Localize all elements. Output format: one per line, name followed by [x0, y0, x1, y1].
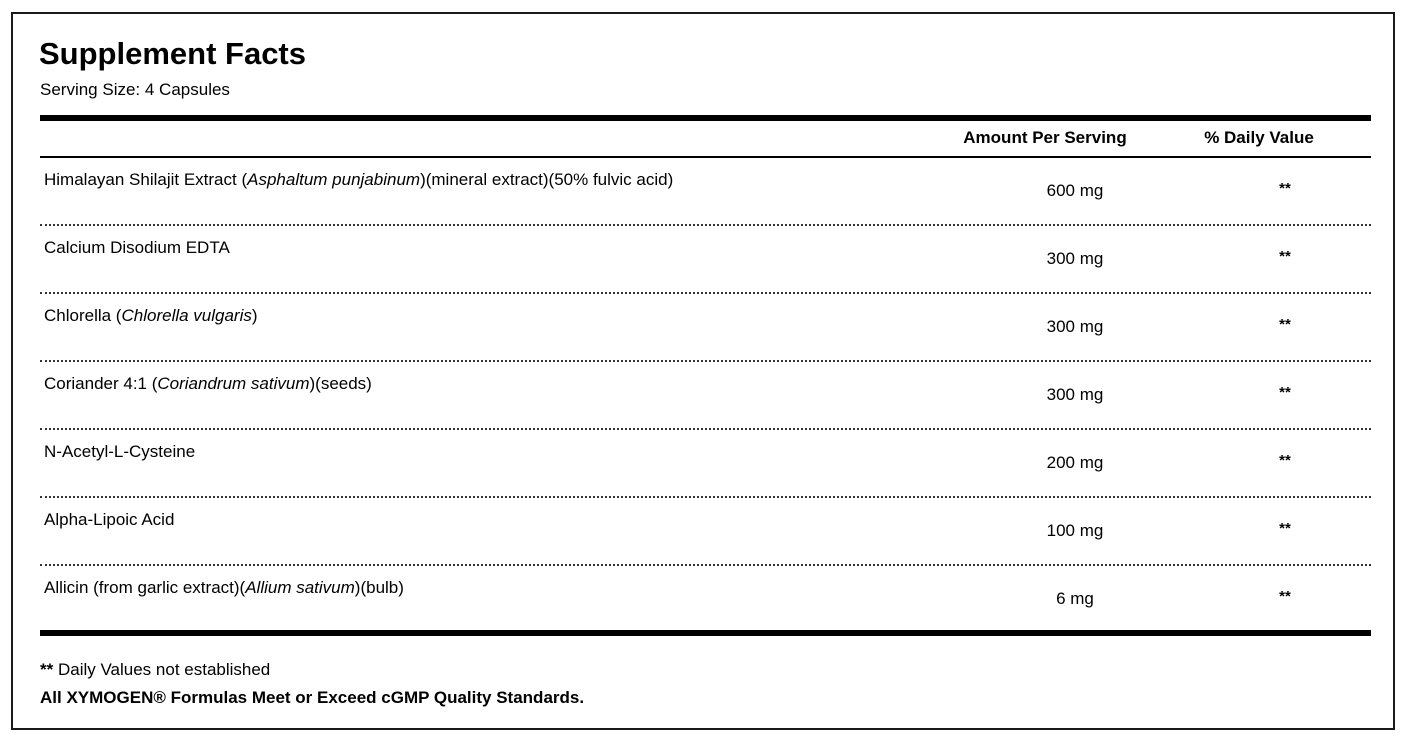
ingredient-daily-value: ** [1279, 248, 1291, 265]
ingredient-name: Himalayan Shilajit Extract (Asphaltum punjabinum)(mineral extract)(50% fulvic acid) [44, 170, 674, 189]
quality-statement: All XYMOGEN® Formulas Meet or Exceed cGMP Quality Standards. [40, 688, 585, 707]
ingredient-daily-value: ** [1279, 452, 1291, 469]
table-row [40, 498, 1371, 566]
table-row [40, 430, 1371, 498]
supplement-facts-panel [11, 12, 1395, 730]
ingredient-name: N-Acetyl-L-Cysteine [44, 442, 196, 461]
ingredient-daily-value: ** [1279, 316, 1291, 333]
table-row [40, 158, 1371, 226]
ingredient-table [40, 158, 1371, 632]
ingredient-name: Coriander 4:1 (Coriandrum sativum)(seeds) [44, 374, 372, 393]
ingredient-daily-value: ** [1279, 384, 1291, 401]
ingredient-name: Chlorella (Chlorella vulgaris) [44, 306, 258, 325]
ingredient-amount: 200 mg [1046, 453, 1104, 472]
table-row [40, 294, 1371, 362]
amount-per-serving-header: Amount Per Serving [963, 128, 1127, 147]
ingredient-name: Alpha-Lipoic Acid [44, 510, 175, 529]
ingredient-amount: 300 mg [1046, 385, 1104, 404]
ingredient-amount: 100 mg [1046, 521, 1104, 540]
label-title: Supplement Facts [39, 36, 306, 71]
ingredient-daily-value: ** [1279, 588, 1291, 605]
daily-value-header: % Daily Value [1204, 128, 1314, 147]
table-row [40, 566, 1371, 632]
ingredient-name: Calcium Disodium EDTA [44, 238, 230, 257]
table-row [40, 362, 1371, 430]
daily-value-footnote: ** Daily Values not established [40, 660, 271, 679]
serving-size: Serving Size: 4 Capsules [40, 80, 230, 99]
ingredient-daily-value: ** [1279, 520, 1291, 537]
ingredient-amount: 600 mg [1046, 181, 1104, 200]
ingredient-amount: 300 mg [1046, 317, 1104, 336]
top-thick-rule [40, 115, 1371, 121]
ingredient-name: Allicin (from garlic extract)(Allium sativum)(bulb) [44, 578, 404, 597]
bottom-thick-rule [40, 630, 1371, 636]
ingredient-amount: 300 mg [1046, 249, 1104, 268]
table-row [40, 226, 1371, 294]
ingredient-daily-value: ** [1279, 180, 1291, 197]
ingredient-amount: 6 mg [1056, 589, 1094, 608]
